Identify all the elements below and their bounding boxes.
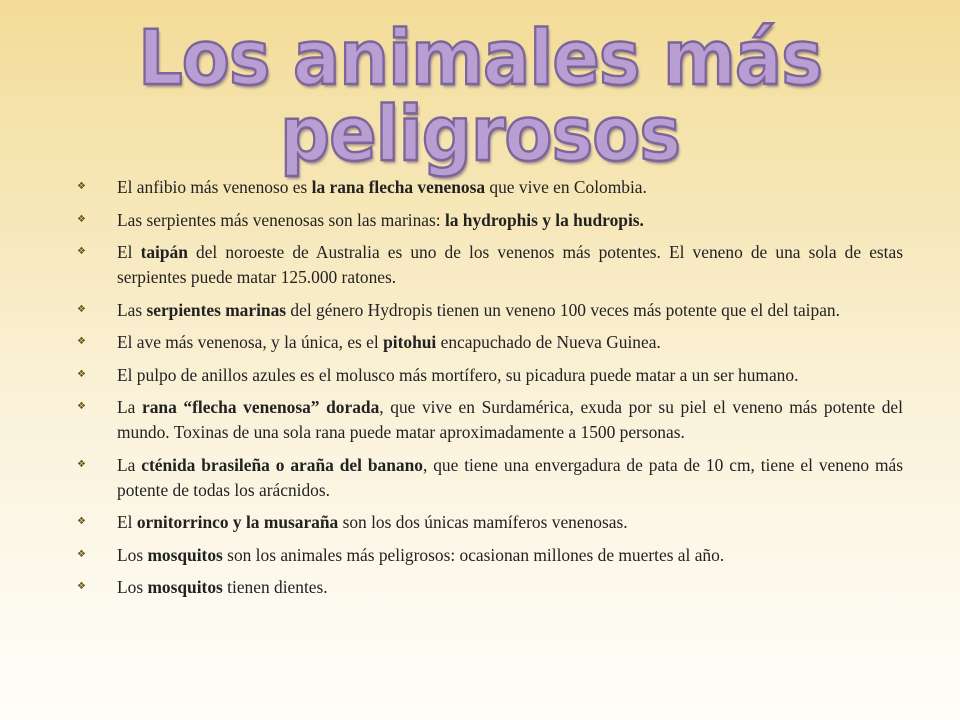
bullet-text: son los animales más peligrosos: ocasionan millones de muertes al año. [222, 544, 725, 565]
bullet-item [77, 453, 903, 503]
bullet-text: Los [117, 577, 148, 597]
bullet-item [77, 395, 903, 445]
diamond-bullet-icon: ❖ [77, 336, 86, 347]
diamond-bullet-icon: ❖ [77, 246, 86, 257]
bullet-item [77, 240, 903, 290]
diamond-bullet-icon: ❖ [77, 581, 86, 592]
diamond-bullet-icon: ❖ [77, 303, 86, 315]
diamond-bullet-icon: ❖ [77, 401, 86, 412]
bullet-item [77, 175, 903, 200]
bullet-list [77, 175, 903, 608]
bullet-text: El anfibio más venenoso es [117, 177, 312, 197]
bullet-text: del género Hydropis tienen un veneno 100 veces más potente que el del taipan. [286, 299, 840, 320]
bullet-text: son los dos únicas mamíferos venenosas. [338, 512, 628, 532]
bullet-text: La [117, 397, 142, 417]
bullet-text: El [117, 242, 141, 262]
bullet-bold-text: taipán [140, 242, 188, 262]
bullet-text: que vive en Colombia. [485, 177, 647, 197]
bullet-bold-text: rana “flecha venenosa” dorada [141, 397, 380, 417]
bullet-bold-text: serpientes marinas [146, 299, 287, 320]
bullet-text: El pulpo de anillos azules es el molusco más mortífero, su picadura puede matar a un ser humano. [117, 364, 799, 385]
bullet-item [77, 208, 903, 233]
bullet-text: El ave más venenosa, y la única, es el [117, 332, 384, 352]
diamond-bullet-icon: ❖ [77, 516, 86, 527]
bullet-text: Los [117, 544, 148, 565]
bullet-text: La [117, 454, 142, 475]
bullet-text: encapuchado de Nueva Guinea. [436, 332, 661, 352]
bullet-bold-text: cténida brasileña o araña del banano [141, 454, 423, 475]
diamond-bullet-icon: ❖ [77, 181, 86, 192]
bullet-bold-text: la rana flecha venenosa [311, 177, 486, 197]
bullet-bold-text: mosquitos [147, 544, 223, 565]
bullet-text: , que tiene una envergadura de pata de 10 cm, tiene el veneno más potente de todas los arácnidos. [117, 454, 903, 500]
diamond-bullet-icon: ❖ [77, 213, 86, 225]
diamond-bullet-icon: ❖ [77, 548, 86, 560]
diamond-bullet-icon: ❖ [77, 368, 86, 380]
bullet-bold-text: la hydrophis y la hudropis. [444, 209, 644, 230]
slide-title: Los animales más peligrosos [138, 13, 822, 178]
bullet-bold-text: mosquitos [147, 577, 223, 597]
bullet-bold-text: ornitorrinco y la musaraña [136, 512, 339, 532]
bullet-text: tienen dientes. [222, 577, 328, 597]
bullet-text: del noroeste de Australia es uno de los venenos más potentes. El veneno de una sola de estas serpientes puede matar 125.000 ratones. [117, 242, 903, 287]
bullet-bold-text: pitohui [383, 332, 437, 352]
bullet-item [77, 363, 903, 388]
bullet-item [77, 575, 903, 600]
bullet-item [77, 330, 903, 355]
bullet-text: , que vive en Surdamérica, exuda por su piel el veneno más potente del mundo. Toxinas de una sola rana puede matar aproximadamente a 1500 personas. [117, 397, 903, 442]
bullet-text: Las serpientes más venenosas son las marinas: [117, 209, 445, 230]
diamond-bullet-icon: ❖ [77, 458, 86, 470]
bullet-text: Las [117, 299, 147, 320]
bullet-item [77, 298, 903, 323]
bullet-text: El [117, 512, 137, 532]
bullet-item [77, 510, 903, 535]
bullet-item [77, 543, 903, 568]
